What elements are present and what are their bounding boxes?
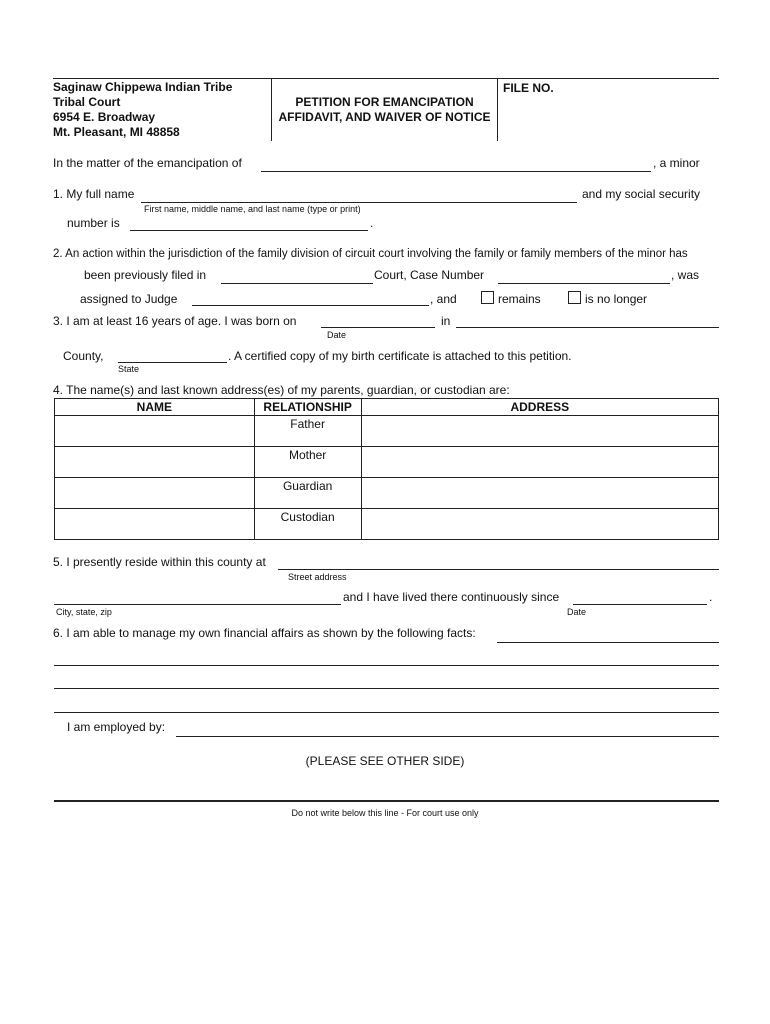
full-name-field[interactable] [141,202,577,203]
table-row [55,478,719,509]
table-row [55,447,719,478]
court-use-divider [54,800,719,802]
item1-period: . [370,216,374,230]
financial-facts-line[interactable] [54,712,719,713]
case-number-field[interactable] [498,283,670,284]
minor-name-field[interactable] [261,171,651,172]
employer-field[interactable] [176,736,719,737]
and-label: , and [430,292,457,306]
financial-facts-field[interactable] [497,642,719,643]
street-address-hint: Street address [288,572,347,582]
court-street: 6954 E. Broadway [53,110,156,124]
matter-label: In the matter of the emancipation of [53,156,242,170]
ssn-label: and my social security [582,187,701,201]
court-name: Saginaw Chippewa Indian Tribe [53,80,233,94]
form-title [272,95,497,125]
ssn-field[interactable] [130,230,368,231]
relationship-cell [254,416,361,447]
was-label: , was [671,268,700,282]
address-cell[interactable] [361,478,718,509]
court-address-block [53,80,232,140]
lived-since-date-field[interactable] [573,604,707,605]
financial-facts-line[interactable] [54,688,719,689]
court-city: Mt. Pleasant, MI 48858 [53,125,180,139]
court-case-label: Court, Case Number [374,268,485,282]
name-cell[interactable] [55,509,255,540]
see-other-side: (PLEASE SEE OTHER SIDE) [305,754,465,768]
city-state-zip-field[interactable] [54,604,341,605]
financial-facts-line[interactable] [54,665,719,666]
no-longer-checkbox[interactable] [568,291,581,304]
court-use-note: Do not write below this line - For court use only [291,808,479,818]
file-no-label: FILE NO. [503,81,554,95]
item2-line1: 2. An action within the jurisdiction of the family division of circuit court involving the family or family members of the minor has [53,248,688,260]
judge-field[interactable] [192,305,429,306]
name-cell[interactable] [55,416,255,447]
court-subname: Tribal Court [53,95,121,109]
item5-period: . [709,590,713,604]
name-cell[interactable] [55,478,255,509]
in-label: in [441,314,451,328]
relationship-label: Mother [288,448,327,462]
column-header-address: ADDRESS [361,399,718,416]
relationship-cell [254,447,361,478]
table-header-row [55,399,719,416]
header-divider [497,79,498,141]
address-cell[interactable] [361,447,718,478]
form-title-line2: AFFIDAVIT, AND WAIVER OF NOTICE [278,110,491,124]
item1-label: 1. My full name [53,187,135,201]
name-cell[interactable] [55,447,255,478]
state-field[interactable] [118,362,227,363]
parents-table [54,398,719,540]
lived-since-label: and I have lived there continuously since [343,590,560,604]
relationship-label: Guardian [282,479,333,493]
no-longer-label: is no longer [585,292,648,306]
city-state-zip-hint: City, state, zip [56,607,112,617]
relationship-cell [254,478,361,509]
item3-label: 3. I am at least 16 years of age. I was born on [53,314,297,328]
birth-place-field[interactable] [456,327,719,328]
street-address-field[interactable] [278,569,719,570]
relationship-label: Father [290,417,325,431]
filed-in-label: been previously filed in [84,268,207,282]
column-header-name: NAME [55,399,255,416]
form-title-line1: PETITION FOR EMANCIPATION [295,95,474,109]
table-row [55,509,719,540]
county-label: County, [63,349,104,363]
full-name-hint: First name, middle name, and last name (type or print) [144,204,361,214]
remains-checkbox[interactable] [481,291,494,304]
certified-text: . A certified copy of my birth certificate is attached to this petition. [228,349,572,363]
table-row [55,416,719,447]
employed-label: I am employed by: [67,720,166,734]
remains-label: remains [498,292,541,306]
number-is-label: number is [67,216,120,230]
item5-label: 5. I presently reside within this county at [53,555,266,569]
column-header-relationship: RELATIONSHIP [254,399,361,416]
address-cell[interactable] [361,416,718,447]
item6-label: 6. I am able to manage my own financial affairs as shown by the following facts: [53,626,476,640]
relationship-cell [254,509,361,540]
lived-since-date-hint: Date [567,607,587,617]
relationship-label: Custodian [280,510,335,524]
court-field[interactable] [221,283,373,284]
item4-label: 4. The name(s) and last known address(es) of my parents, guardian, or custodian are: [53,383,510,397]
assigned-label: assigned to Judge [80,292,178,306]
birth-date-hint: Date [327,330,347,340]
state-hint: State [118,364,140,374]
birth-date-field[interactable] [321,327,435,328]
address-cell[interactable] [361,509,718,540]
minor-suffix: , a minor [653,156,700,170]
